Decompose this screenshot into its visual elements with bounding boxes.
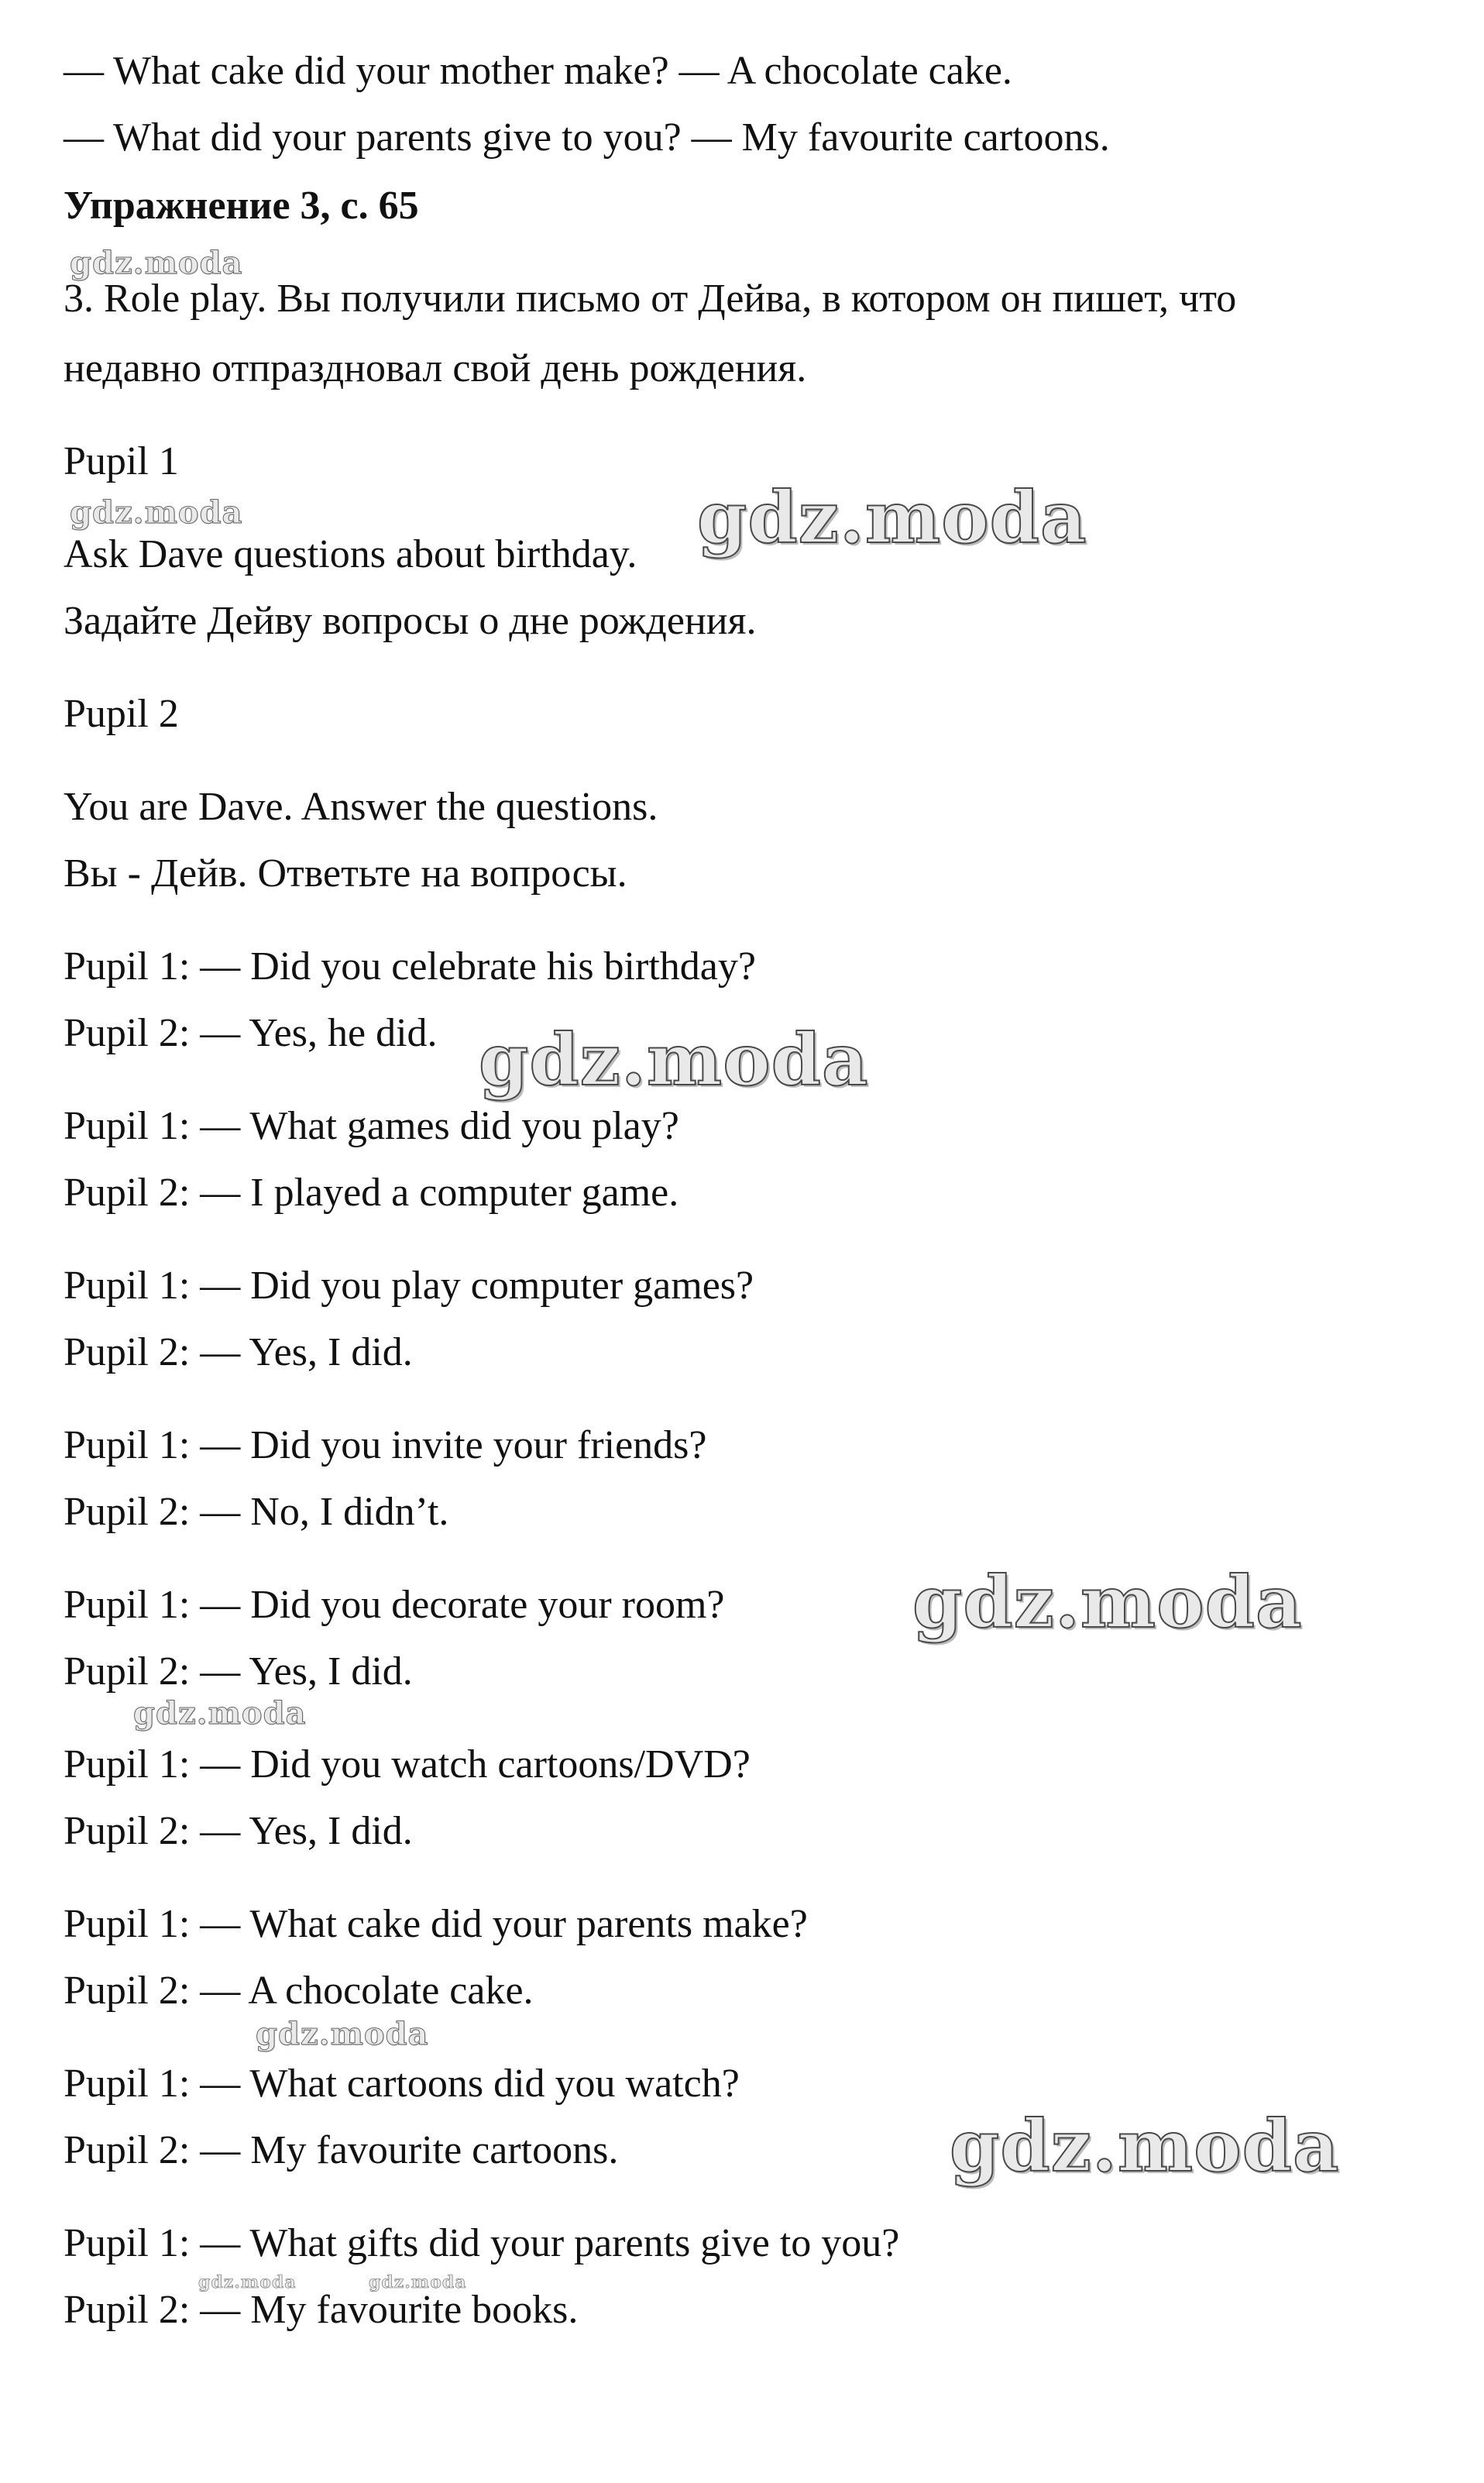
dialogue-line: Pupil 2: — I played a computer game. bbox=[64, 1171, 679, 1215]
watermark: gdz.moda bbox=[479, 1018, 869, 1102]
dialogue-line: Pupil 1: — What games did you play? bbox=[64, 1104, 679, 1148]
dialogue-line: Pupil 1: — What cartoons did you watch? bbox=[64, 2062, 740, 2106]
dialogue-line: Pupil 1: — Did you invite your friends? bbox=[64, 1423, 707, 1467]
dialogue-line: Pupil 1: — What cake did your parents make? bbox=[64, 1902, 808, 1946]
dialogue-line: Pupil 1: — Did you celebrate his birthday? bbox=[64, 944, 756, 989]
dialogue-line: Pupil 1: — Did you decorate your room? bbox=[64, 1583, 725, 1627]
dialogue-line: Pupil 2: — Yes, I did. bbox=[64, 1809, 413, 1853]
dialogue-line: Pupil 2: — Yes, I did. bbox=[64, 1330, 413, 1374]
pupil2-label: Pupil 2 bbox=[64, 692, 179, 736]
pupil1-task-en: Ask Dave questions about birthday. bbox=[64, 532, 637, 576]
intro-line: — What cake did your mother make? — A chocolate cake. bbox=[64, 49, 1012, 93]
watermark: gdz.moda bbox=[70, 245, 243, 281]
dialogue-line: Pupil 2: — No, I didn’t. bbox=[64, 1490, 449, 1534]
exercise-heading: Упражнение 3, с. 65 bbox=[64, 184, 419, 228]
watermark: gdz.moda bbox=[198, 2272, 297, 2292]
dialogue-line: Pupil 1: — Did you play computer games? bbox=[64, 1264, 754, 1308]
watermark: gdz.moda bbox=[256, 2016, 429, 2052]
task-text: 3. Role play. Вы получили письмо от Дейва, в котором он пишет, что bbox=[64, 277, 1237, 321]
watermark: gdz.moda bbox=[70, 494, 243, 531]
pupil2-task-en: You are Dave. Answer the questions. bbox=[64, 785, 658, 829]
watermark: gdz.moda bbox=[133, 1695, 307, 1732]
intro-line: — What did your parents give to you? — My favourite cartoons. bbox=[64, 115, 1110, 160]
pupil1-task-ru: Задайте Дейву вопросы о дне рождения. bbox=[64, 599, 757, 643]
dialogue-line: Pupil 2: — My favourite books. bbox=[64, 2288, 579, 2332]
watermark: gdz.moda bbox=[369, 2272, 467, 2292]
dialogue-line: Pupil 2: — My favourite cartoons. bbox=[64, 2128, 619, 2172]
pupil1-label: Pupil 1 bbox=[64, 439, 179, 483]
dialogue-line: Pupil 2: — Yes, I did. bbox=[64, 1649, 413, 1694]
dialogue-line: Pupil 2: — Yes, he did. bbox=[64, 1011, 438, 1055]
dialogue-line: Pupil 2: — A chocolate cake. bbox=[64, 1969, 534, 2013]
watermark: gdz.moda bbox=[697, 476, 1087, 559]
dialogue-line: Pupil 1: — What gifts did your parents give to you? bbox=[64, 2221, 900, 2265]
pupil2-task-ru: Вы - Дейв. Ответьте на вопросы. bbox=[64, 851, 627, 896]
dialogue-line: Pupil 1: — Did you watch cartoons/DVD? bbox=[64, 1742, 751, 1787]
watermark: gdz.moda bbox=[950, 2104, 1340, 2188]
task-text: недавно отпраздновал свой день рождения. bbox=[64, 346, 807, 390]
watermark: gdz.moda bbox=[912, 1560, 1303, 1644]
